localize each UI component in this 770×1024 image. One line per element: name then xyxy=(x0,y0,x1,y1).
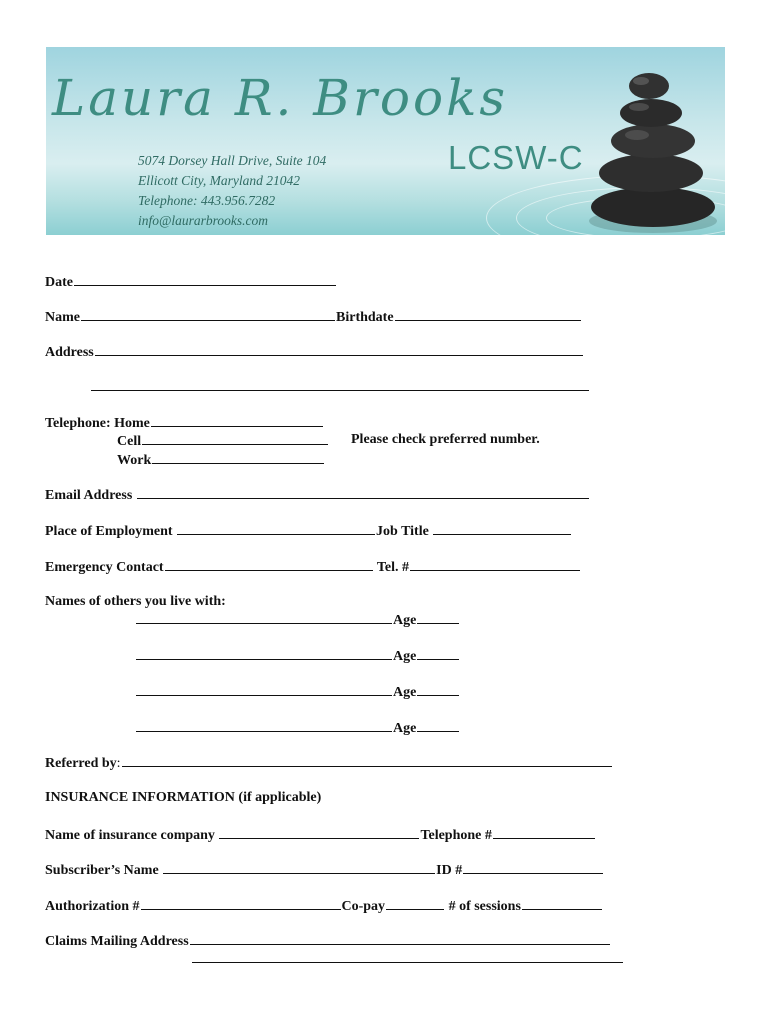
address-line-1: 5074 Dorsey Hall Drive, Suite 104 xyxy=(138,153,327,168)
emergency-field[interactable] xyxy=(165,558,373,571)
birthdate-field[interactable] xyxy=(395,308,581,321)
work-label: Work xyxy=(117,453,152,468)
household-row xyxy=(135,647,460,665)
claims-field[interactable] xyxy=(190,932,610,945)
telephone-line: Telephone: 443.956.7282 xyxy=(138,193,276,208)
insurance-header: INSURANCE INFORMATION (if applicable) xyxy=(45,790,322,805)
others-label: Names of others you live with: xyxy=(45,594,226,609)
authorization-label: Authorization # xyxy=(45,899,140,914)
subscriber-field[interactable] xyxy=(163,861,435,874)
age-label: Age xyxy=(393,613,417,628)
copay-field[interactable] xyxy=(386,897,444,910)
household-age-field[interactable] xyxy=(417,611,459,624)
household-age-field[interactable] xyxy=(417,647,459,660)
email-label: Email Address xyxy=(45,488,133,503)
date-field[interactable] xyxy=(74,273,336,286)
referred-field[interactable] xyxy=(122,754,612,767)
email-field[interactable] xyxy=(137,486,589,499)
emergency-tel-field[interactable] xyxy=(410,558,580,571)
preferred-number-note: Please check preferred number. xyxy=(351,432,540,447)
birthdate-label: Birthdate xyxy=(336,310,394,325)
age-label: Age xyxy=(393,685,417,700)
sessions-label: # of sessions xyxy=(448,899,521,914)
age-label: Age xyxy=(393,649,417,664)
name-row xyxy=(45,308,582,326)
home-phone-field[interactable] xyxy=(151,414,323,427)
authorization-field[interactable] xyxy=(141,897,341,910)
telephone-label: Telephone xyxy=(45,416,106,431)
sessions-field[interactable] xyxy=(522,897,602,910)
work-row xyxy=(117,451,325,469)
address-field-line-2[interactable] xyxy=(91,390,589,391)
name-label: Name xyxy=(45,310,80,325)
insurance-company-label: Name of insurance company xyxy=(45,828,215,843)
practitioner-credentials: LCSW-C xyxy=(448,139,584,176)
insurance-company-field[interactable] xyxy=(219,826,419,839)
cell-row xyxy=(117,432,329,450)
household-name-field[interactable] xyxy=(136,611,392,624)
employment-row xyxy=(45,522,572,540)
household-age-field[interactable] xyxy=(417,683,459,696)
emergency-label: Emergency Contact xyxy=(45,560,164,575)
authorization-row xyxy=(45,897,603,915)
id-label: ID # xyxy=(436,863,463,878)
claims-row xyxy=(45,932,611,950)
telephone-home-row xyxy=(45,414,324,432)
copay-label: Co-pay xyxy=(341,899,386,914)
letterhead-banner xyxy=(46,47,725,235)
work-phone-field[interactable] xyxy=(152,451,324,464)
household-name-field[interactable] xyxy=(136,683,392,696)
cell-label: Cell xyxy=(117,434,142,449)
claims-field-line-2[interactable] xyxy=(192,962,623,963)
household-row xyxy=(135,719,460,737)
claims-label: Claims Mailing Address xyxy=(45,934,189,949)
household-name-field[interactable] xyxy=(136,647,392,660)
employment-field[interactable] xyxy=(177,522,375,535)
job-title-label: Job Title xyxy=(376,524,429,539)
address-field[interactable] xyxy=(95,343,583,356)
referred-label: Referred by xyxy=(45,756,117,771)
tel-label: Tel. # xyxy=(376,560,409,575)
age-label: Age xyxy=(393,721,417,736)
referred-colon: : xyxy=(116,756,121,771)
cell-phone-field[interactable] xyxy=(142,432,328,445)
insurance-telephone-label: Telephone # xyxy=(420,828,492,843)
household-age-field[interactable] xyxy=(417,719,459,732)
employment-label: Place of Employment xyxy=(45,524,173,539)
email-row xyxy=(45,486,590,504)
insurance-company-row xyxy=(45,826,596,844)
household-row xyxy=(135,683,460,701)
contact-block xyxy=(138,151,326,231)
date-label: Date xyxy=(45,275,73,290)
subscriber-label: Subscriber’s Name xyxy=(45,863,159,878)
referred-row xyxy=(45,754,613,772)
address-line-2: Ellicott City, Maryland 21042 xyxy=(138,173,300,188)
address-label: Address xyxy=(45,345,94,360)
emergency-row xyxy=(45,558,581,576)
name-field[interactable] xyxy=(81,308,335,321)
email-line: info@laurarbrooks.com xyxy=(138,213,269,228)
job-title-field[interactable] xyxy=(433,522,571,535)
date-row xyxy=(45,273,337,291)
stacked-stones-icon xyxy=(581,61,721,235)
practitioner-name: Laura R. Brooks xyxy=(52,69,509,127)
subscriber-row xyxy=(45,861,604,879)
household-name-field[interactable] xyxy=(136,719,392,732)
insurance-telephone-field[interactable] xyxy=(493,826,595,839)
id-field[interactable] xyxy=(463,861,603,874)
address-row xyxy=(45,343,584,361)
household-row xyxy=(135,611,460,629)
home-label: : Home xyxy=(105,416,150,431)
